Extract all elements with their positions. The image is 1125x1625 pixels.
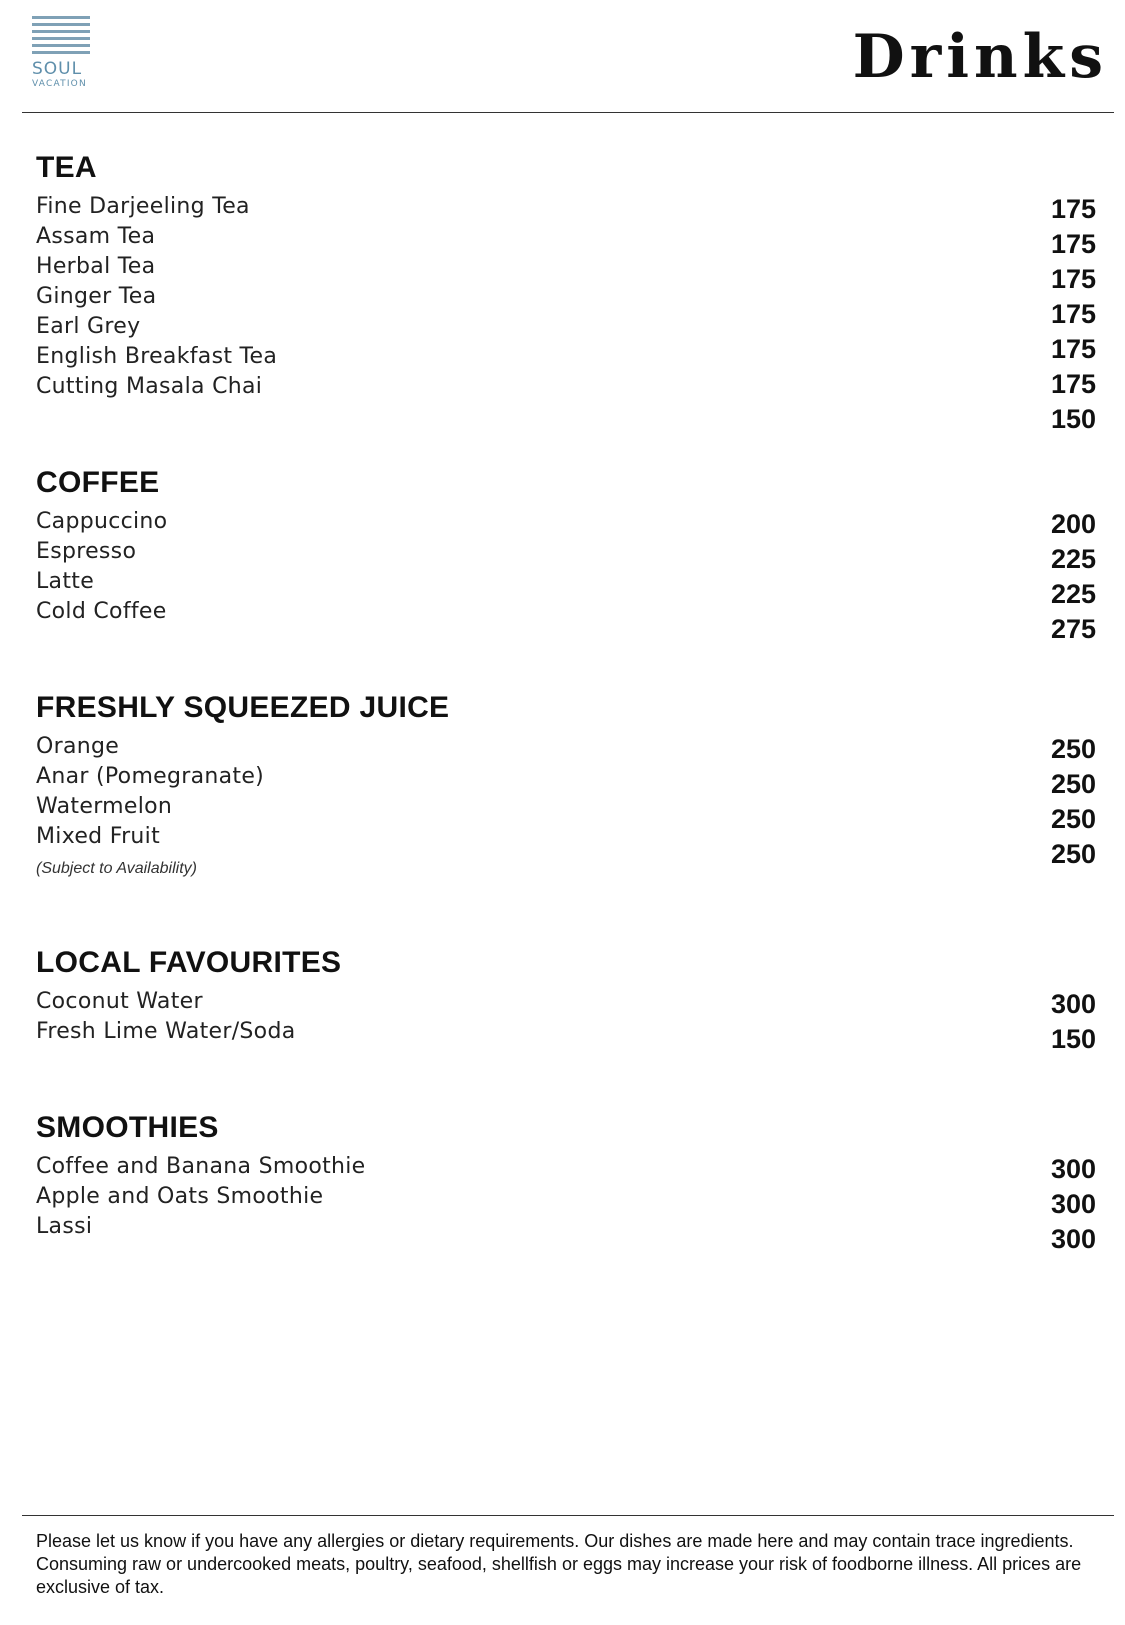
logo-subtitle: VACATION [32, 79, 87, 89]
section-tea [36, 150, 1096, 434]
menu-item-price: 175 [1050, 369, 1096, 399]
menu-item-price: 200 [1050, 509, 1096, 539]
menu-item-name: Cutting Masala Chai [36, 374, 263, 399]
menu-item-price: 175 [1050, 299, 1096, 329]
menu-item-name: Cold Coffee [36, 599, 167, 624]
page-footer [22, 1515, 1114, 1599]
menu-item-price: 250 [1050, 769, 1096, 799]
menu-item-price: 300 [1050, 1154, 1096, 1184]
menu-item-name: Fine Darjeeling Tea [36, 194, 250, 219]
menu-item-price: 300 [1050, 989, 1096, 1019]
menu-item-price: 300 [1050, 1224, 1096, 1254]
brand-logo [32, 16, 94, 90]
menu-item-price: 225 [1050, 579, 1096, 609]
section-title: COFFEE [36, 466, 160, 499]
logo-wordmark: SOUL [32, 59, 83, 79]
menu-item-price: 175 [1050, 194, 1096, 224]
menu-item-price: 250 [1050, 734, 1096, 764]
menu-item-name: Herbal Tea [36, 254, 156, 279]
menu-item-price: 175 [1050, 229, 1096, 259]
menu-item-name: Coffee and Banana Smoothie [36, 1154, 366, 1179]
menu-item-price: 175 [1050, 264, 1096, 294]
logo-stripes-icon [32, 16, 90, 54]
section-local-favourites [36, 945, 1096, 1054]
menu-item-name: Anar (Pomegranate) [36, 764, 265, 789]
section-juice [36, 690, 1096, 878]
menu-item-price: 250 [1050, 804, 1096, 834]
menu-item-name: Espresso [36, 539, 137, 564]
menu-item-name: Watermelon [36, 794, 173, 819]
menu-item-price: 150 [1050, 1024, 1096, 1054]
page-title: Drinks [852, 22, 1108, 92]
menu-item-price: 300 [1050, 1189, 1096, 1219]
menu-item-name: Fresh Lime Water/Soda [36, 1019, 296, 1044]
menu-item-name: Apple and Oats Smoothie [36, 1184, 324, 1209]
page-header [22, 0, 1114, 113]
menu-item-name: Mixed Fruit [36, 824, 161, 849]
menu-item-price: 225 [1050, 544, 1096, 574]
menu-item-name: Orange [36, 734, 120, 759]
menu-item-name: Latte [36, 569, 95, 594]
availability-note: (Subject to Availability) [36, 860, 197, 877]
section-title: FRESHLY SQUEEZED JUICE [36, 691, 450, 724]
menu-item-name: Ginger Tea [36, 284, 157, 309]
menu-item-name: Cappuccino [36, 509, 168, 534]
menu-item-price: 175 [1050, 334, 1096, 364]
allergy-disclaimer: Please let us know if you have any allergies or dietary requirements. Our dishes are made here and may contain trace ingredients. Consuming raw or undercooked meats, poultry, seafood, shellfish or eggs may increase your risk of foodborne illness. All prices are exclusive of tax. [36, 1531, 1082, 1597]
section-title: TEA [36, 151, 97, 184]
menu-item-name: English Breakfast Tea [36, 344, 278, 369]
menu-item-name: Assam Tea [36, 224, 156, 249]
menu-item-name: Coconut Water [36, 989, 203, 1014]
menu-item-price: 150 [1050, 404, 1096, 434]
section-title: LOCAL FAVOURITES [36, 946, 342, 979]
section-smoothies [36, 1110, 1096, 1254]
menu-item-price: 250 [1050, 839, 1096, 869]
menu-item-price: 275 [1050, 614, 1096, 644]
section-coffee [36, 465, 1096, 644]
menu-item-name: Lassi [36, 1214, 93, 1239]
menu-item-name: Earl Grey [36, 314, 141, 339]
section-title: SMOOTHIES [36, 1111, 219, 1144]
